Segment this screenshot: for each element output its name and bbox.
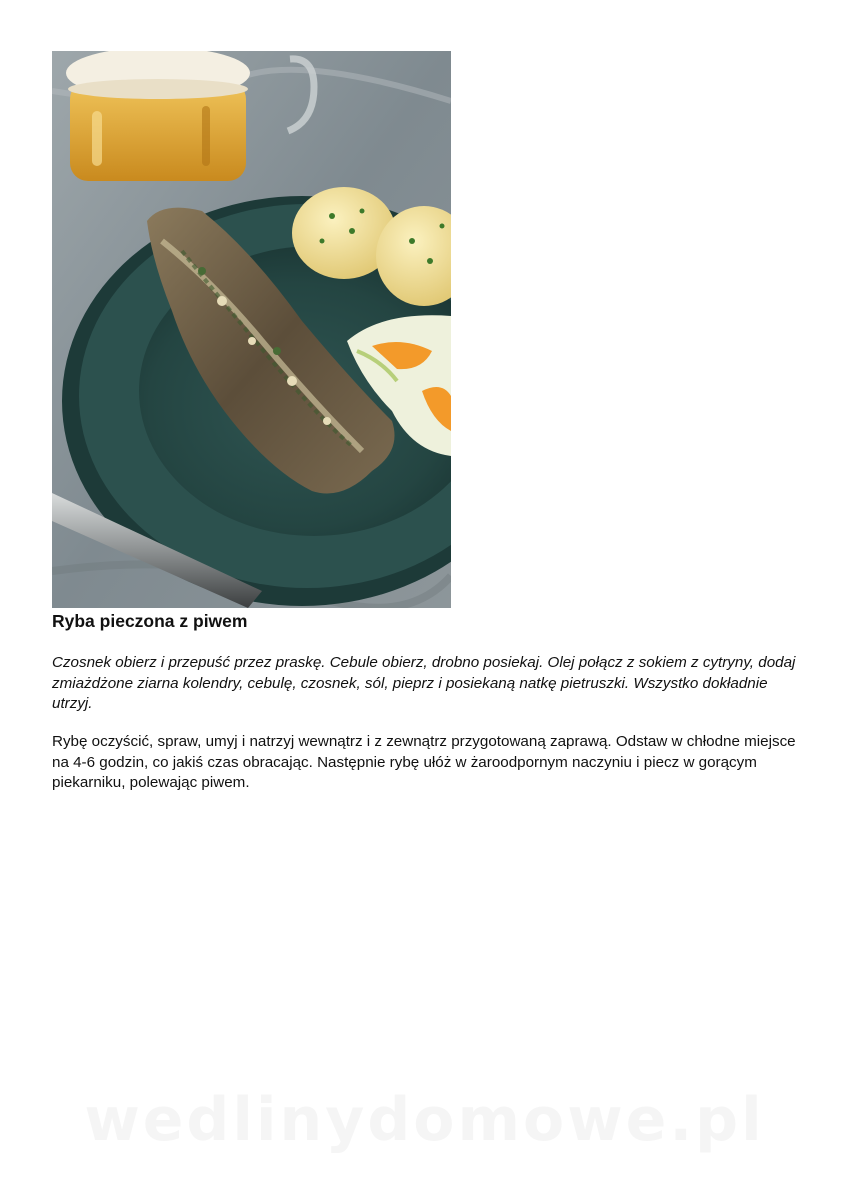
recipe-paragraph-marinade: Czosnek obierz i przepuść przez praskę. Cebule obierz, drobno posiekaj. Olej połącz z sokiem z cytryny, dodaj zmiażdżone ziarna kolendry, cebulę, czosnek, sól, pieprz i posiekaną natkę pietruszki. Wszystko dokładnie utrzyj. [52,654,796,712]
recipe-title: Ryba pieczona z piwem [52,611,248,631]
recipe-paragraph-preparation: Rybę oczyścić, spraw, umyj i natrzyj wewnątrz i z zewnątrz przygotowaną zaprawą. Odstaw w chłodne miejsce na 4-6 godzin, co jakiś czas obracając. Następnie rybę ułóż w żaroodpornym naczyniu i piecz w gorącym piekarniku, polewając piwem. [52,733,796,791]
site-watermark: wedlinydomowe.pl [84,1085,765,1155]
recipe-photo [52,51,451,608]
